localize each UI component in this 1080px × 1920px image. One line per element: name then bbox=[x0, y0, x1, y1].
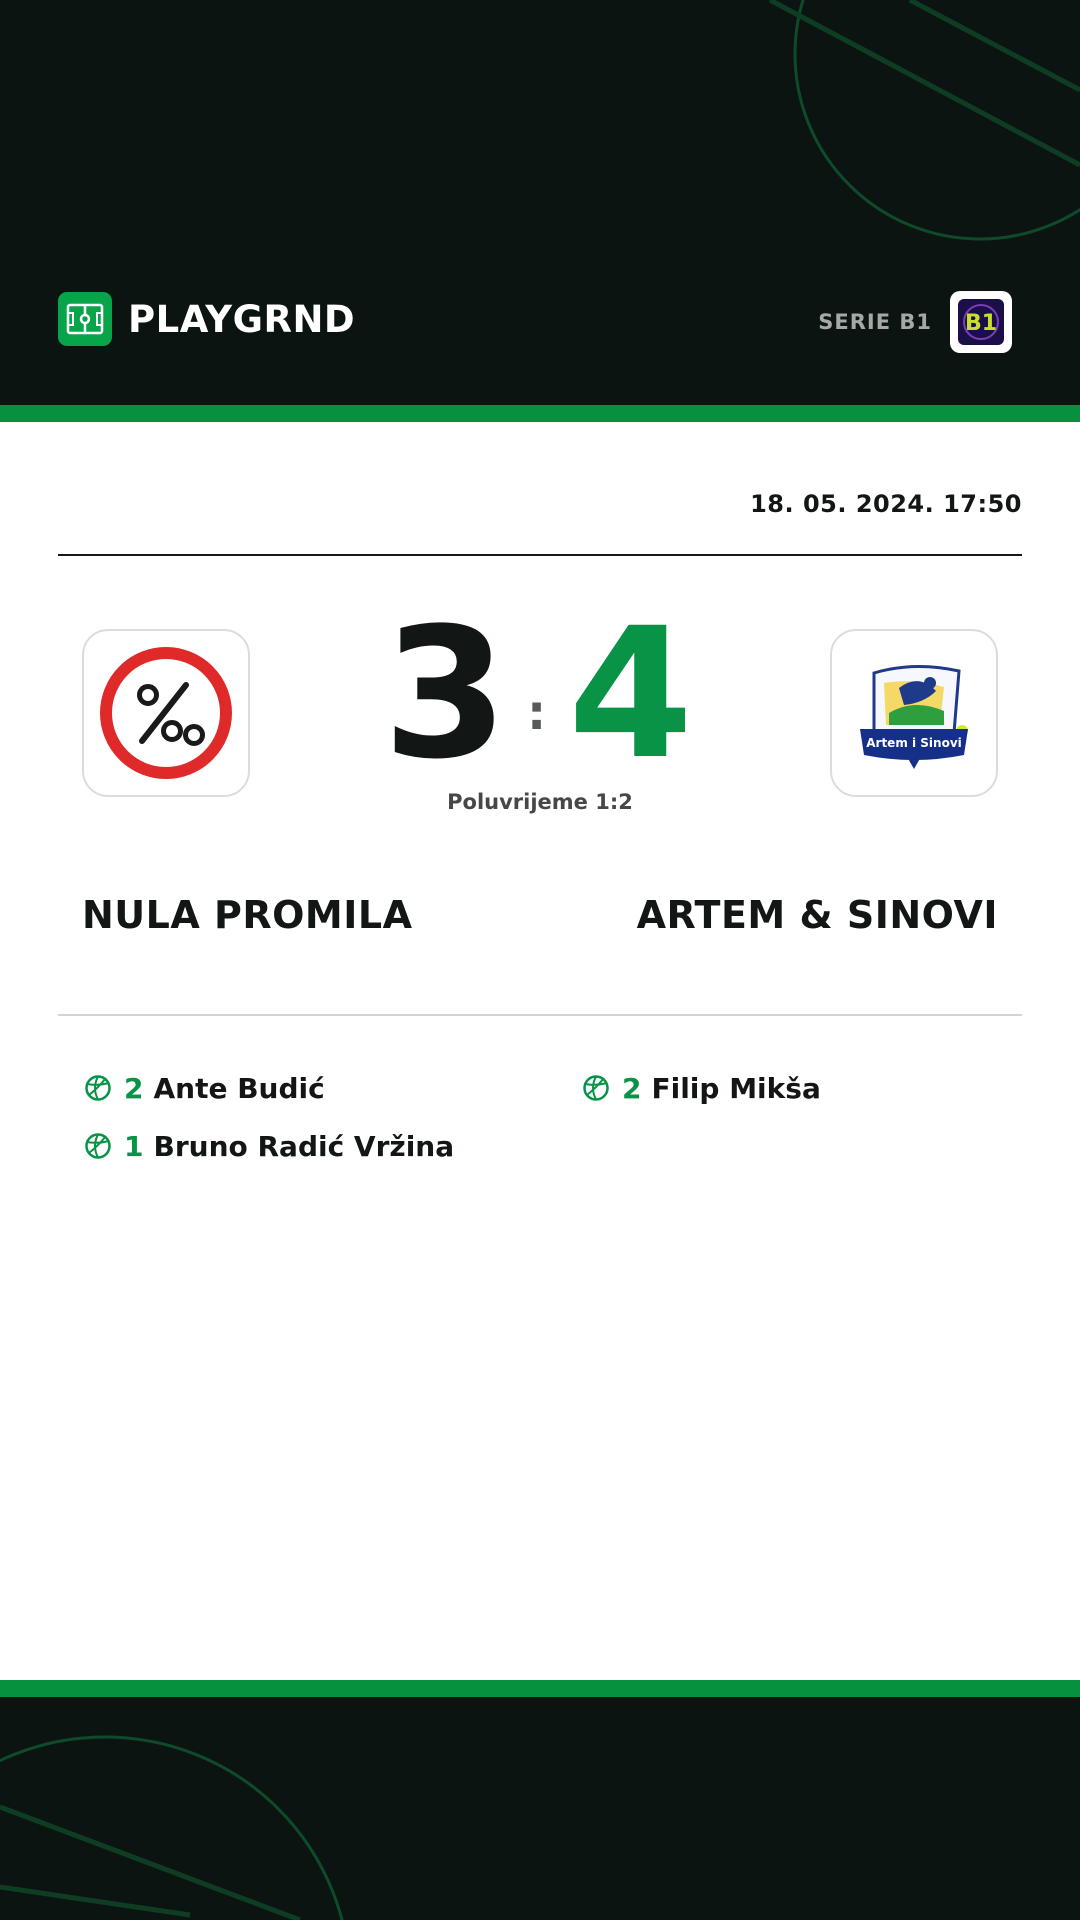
home-team-name: NULA PROMILA bbox=[82, 893, 413, 937]
away-score: 4 bbox=[568, 590, 694, 799]
league-name: SERIE B1 bbox=[818, 310, 932, 334]
accent-bar-top bbox=[0, 405, 1080, 422]
list-item bbox=[582, 1068, 821, 1108]
brand-name: PLAYGRND bbox=[128, 297, 356, 341]
home-scorers-list bbox=[84, 1068, 454, 1184]
goal-count: 2 bbox=[622, 1071, 642, 1105]
score-separator: : bbox=[527, 685, 547, 741]
league-badge-text: B1 bbox=[964, 311, 998, 336]
football-icon bbox=[582, 1074, 610, 1102]
away-team-logo bbox=[830, 629, 998, 797]
player-name: Bruno Radić Vržina bbox=[153, 1129, 455, 1163]
pitch-lines-decoration bbox=[0, 1697, 1080, 1920]
list-item bbox=[84, 1126, 454, 1166]
list-item bbox=[84, 1068, 454, 1108]
goal-count: 2 bbox=[124, 1071, 144, 1105]
divider bbox=[58, 554, 1022, 556]
halftime-score: Poluvrijeme 1:2 bbox=[447, 790, 633, 814]
goal-count: 1 bbox=[124, 1129, 144, 1163]
football-icon bbox=[84, 1132, 112, 1160]
away-crest-caption: Artem i Sinovi bbox=[866, 736, 962, 750]
per-mille-sign-logo bbox=[98, 645, 234, 781]
home-team-logo bbox=[82, 629, 250, 797]
away-team-name: ARTEM & SINOVI bbox=[636, 893, 998, 937]
artem-i-sinovi-crest bbox=[844, 643, 984, 783]
league-info bbox=[818, 291, 1012, 353]
away-scorers-list bbox=[582, 1068, 821, 1126]
divider-light bbox=[58, 1014, 1022, 1016]
player-name: Ante Budić bbox=[153, 1071, 325, 1105]
league-badge-icon bbox=[950, 291, 1012, 353]
header bbox=[0, 0, 1080, 405]
brand bbox=[58, 292, 355, 346]
match-datetime: 18. 05. 2024. 17:50 bbox=[750, 490, 1022, 518]
footer bbox=[0, 1697, 1080, 1920]
football-pitch-icon bbox=[58, 292, 112, 346]
home-score: 3 bbox=[382, 590, 508, 799]
player-name: Filip Mikša bbox=[651, 1071, 821, 1105]
accent-bar-bottom bbox=[0, 1680, 1080, 1697]
football-icon bbox=[84, 1074, 112, 1102]
